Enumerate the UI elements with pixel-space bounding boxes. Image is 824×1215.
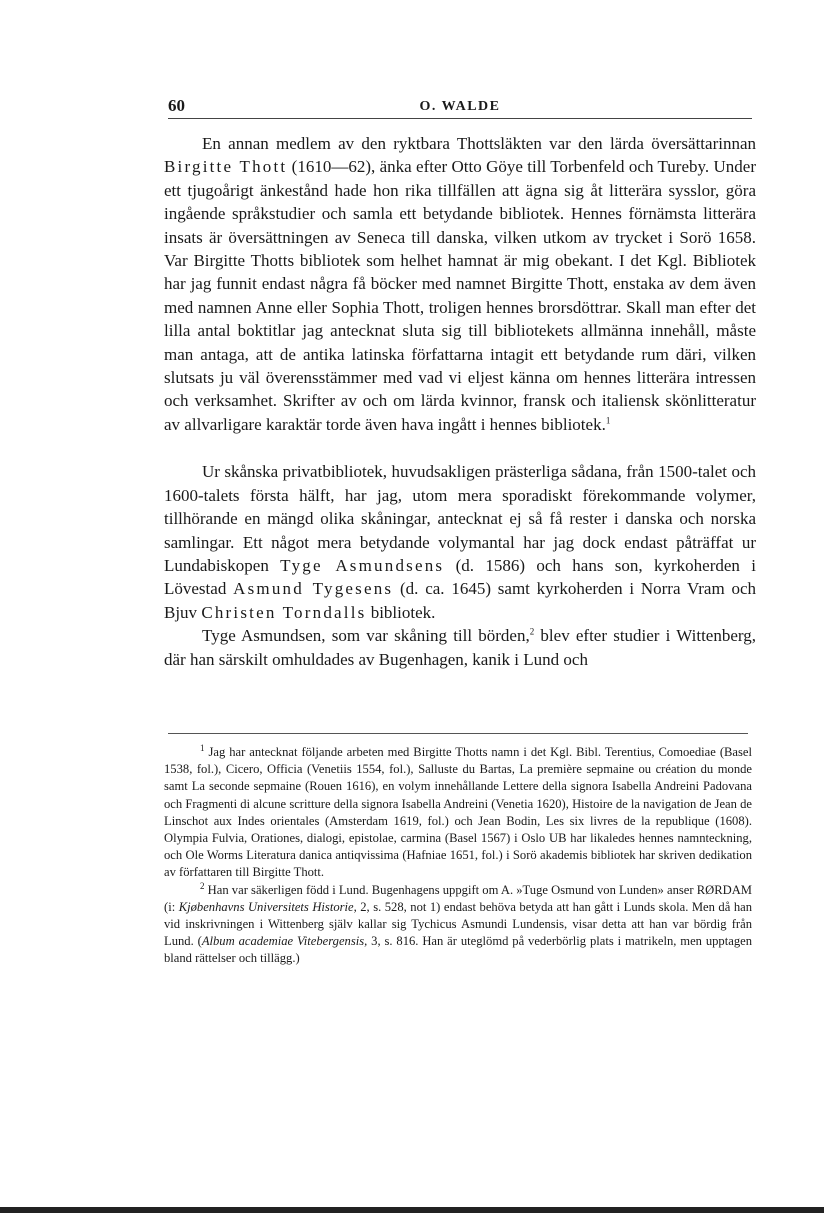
text-run: (1610—62), änka efter Otto Göye till Torbenfeld och Tureby. Under ett tjugoårigt änkestånd hade hon rika tillfällen att ägna sig åt litterära sysslor, göra ingående språkstudier och samla ett betydande bibliotek. Hennes förnämsta litterära insats är översättningen av Seneca till danska, vilken utkom av trycket i Sorö 1658. Var Birgitte Thotts bibliotek som helhet hamnat är mig obekant. I det Kgl. Bibliotek har jag funnit endast några få böcker med namnet Birgitte Thott, enstaka av dem även med namnen Anne eller Sophia Thott, troligen hennes brorsdöttrar. Skall man efter det lilla antal boktitlar jag antecknat sluta sig till bibliotekets allmänna innehåll, måste man antaga, att de antika latinska författarna intagit ett betydande rum däri, vilken slutsats ju väl överensstämmer med vad vi eljest känna om hennes litterära intressen och verksamhet. Skrifter av och om lärda kvinnor, fransk och italiensk skönlitteratur av allvarligare karaktär torde även hava ingått i hennes bibliotek. — [164, 157, 756, 434]
paragraph-tyge — [164, 624, 756, 671]
running-head: O. WALDE — [419, 99, 501, 114]
text-run: En annan medlem av den ryktbara Thottsläkten var den lärda översättarinnan — [202, 134, 756, 153]
spaced-name: Asmund Tygesens — [233, 579, 394, 599]
footnote-mark-1: 1 — [200, 742, 205, 753]
footnote-text: Han var säkerligen född i Lund. Bugenhagens uppgift om A. »Tuge Osmund von Lunden» anser RØRDAM (i: — [164, 882, 752, 914]
footnote-1 — [164, 744, 752, 882]
footnote-mark-2: 2 — [200, 880, 205, 891]
header-rule — [168, 118, 752, 119]
footnote-title: Album academiae Vitebergensis, — [201, 934, 368, 949]
main-text — [164, 132, 756, 671]
footnote-rule — [168, 733, 748, 734]
footnote-text: Jag har antecknat följande arbeten med Birgitte Thotts namn i det Kgl. Bibl. Terentius, Comoediae (Basel 1538, fol.), Cicero, Officia (Venetiis 1554, fol.), Salluste du Bartas, La première sepmaine ou création du monde samt La seconde sepmaine (Rouen 1616), en volym innehållande Lettere della signora Isabella Andreini Padovana och Fragmenti di alcune scritture della signora Isabella Andreini (Venetia 1620), Histoire de la navigation de Jean de Linschot aux Indes orientales (Amsterdam 1619, fol.) och Jean Bodin, Les six livres de la republique (1608). Olympia Fulvia, Orationes, dialogi, epistolae, carmina (Basel 1567) i Oslo UB har likaledes hennes namnteckning, och Ole Worms Literatura danica antiqvissima (Hafniae 1651, fol.) i Sorö akademis bibliotek har skriven dedikation av författaren till Birgitte Thott. — [164, 745, 752, 880]
footnotes — [164, 744, 752, 968]
page-header — [168, 96, 752, 120]
footnote-2 — [164, 882, 752, 968]
paragraph-thott — [164, 132, 756, 436]
text-run: Tyge Asmundsen, som var skåning till börden, — [202, 626, 530, 646]
spaced-name: Tyge Asmundsens — [280, 555, 445, 575]
text-run: (d. ca. 1645) samt kyrkoherden i Norra Vram och Bjuv — [164, 579, 757, 622]
text-run: bibliotek. — [366, 602, 436, 622]
footnote-text: 3, s. 816. Han är uteglömd på vederbörlig plats i matrikeln, men upptagen bland rättelser och tillägg.) — [164, 934, 753, 966]
page-number: 60 — [168, 96, 185, 115]
footnote-title: Kjøbenhavns Universitets Historie, — [178, 899, 357, 914]
text-run: blev efter studier i Wittenberg, där han särskilt omhuldades av Bugenhagen, kanik i Lund och — [164, 626, 756, 669]
spaced-name: Christen Torndalls — [201, 602, 367, 622]
text-run: (d. 1586) och hans son, kyrkoherden i Lövestad — [164, 555, 756, 599]
spaced-name: Birgitte Thott — [164, 157, 288, 177]
paragraph-skanska — [164, 460, 756, 624]
footnote-text: 2, s. 528, not 1) endast behöva betyda att han gått i Lunds skola. Men då han vid inskrivningen i Wittenberg själv kallar sig Tychicus Asmundi Lundensis, visar detta att han var bördig från Lund. ( — [164, 899, 753, 949]
footnote-ref-2[interactable]: 2 — [529, 626, 535, 637]
footnote-ref-1[interactable]: 1 — [605, 415, 611, 426]
text-run: Ur skånska privatbibliotek, huvudsakligen prästerliga sådana, från 1500-talet och 1600-talets första hälft, har jag, utom mera sporadiskt förekommande volymer, tillhörande en mängd olika skåningar, antecknat ej så få rester i danska och norska samlingar. Ett något mera betydande volymantal har jag dock endast påträffat ur Lundabiskopen — [164, 462, 756, 575]
scan-edge — [0, 1207, 824, 1213]
